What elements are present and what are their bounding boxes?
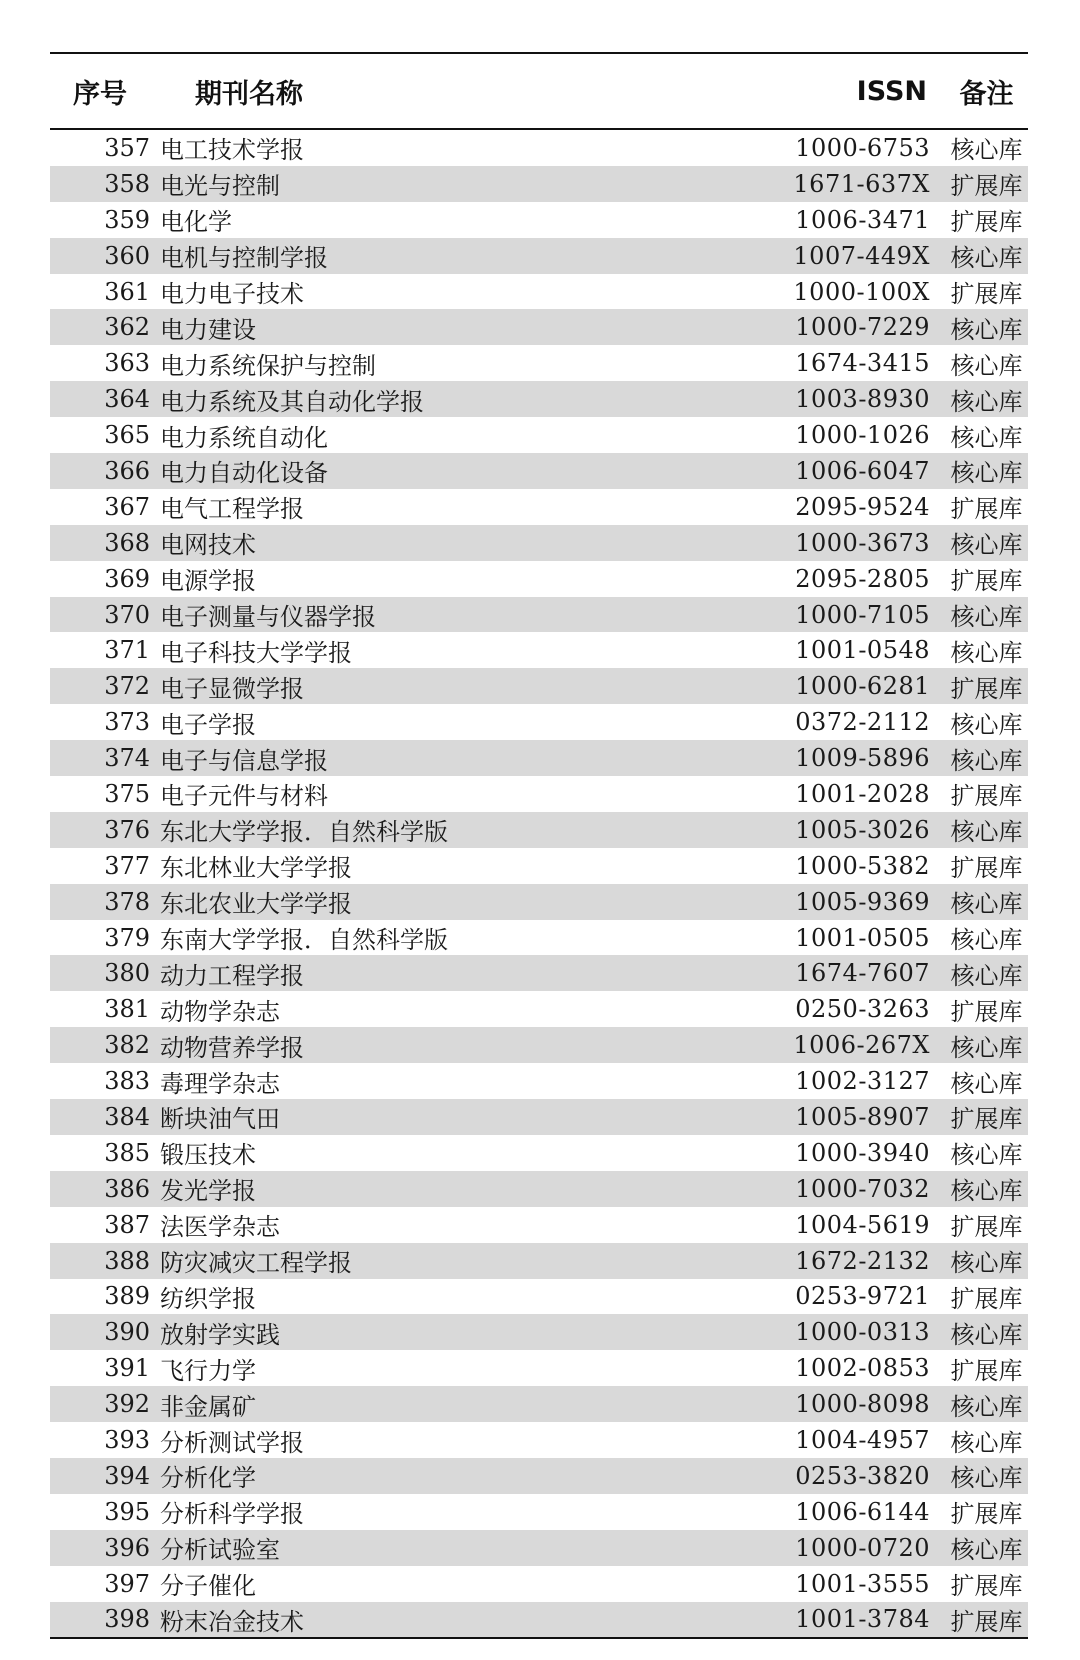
row-note: 核心库 — [950, 926, 1023, 955]
table-row — [50, 1099, 1028, 1135]
table-row — [50, 776, 1028, 812]
row-issn: 1000-6753 — [795, 133, 930, 162]
table-row — [50, 417, 1028, 453]
row-journal-name: 防灾减灾工程学报 — [160, 1249, 352, 1278]
row-seq-value: 395 — [104, 1497, 150, 1526]
row-journal-name: 电源学报 — [160, 567, 256, 596]
row-note: 核心库 — [950, 423, 1023, 452]
row-journal-name: 分子催化 — [160, 1572, 256, 1601]
row-seq-value: 378 — [104, 887, 150, 916]
row-journal-name: 东北林业大学学报 — [160, 854, 352, 883]
row-seq-value: 381 — [104, 995, 150, 1024]
table-row — [50, 453, 1028, 489]
row-seq — [50, 313, 150, 341]
row-seq — [50, 1318, 150, 1346]
table-row — [50, 1458, 1028, 1494]
row-journal-name: 电力自动化设备 — [160, 459, 328, 488]
row-note: 核心库 — [950, 1033, 1023, 1062]
row-journal-name: 东北农业大学学报 — [160, 890, 352, 919]
row-note: 核心库 — [950, 710, 1023, 739]
table-row — [50, 704, 1028, 740]
row-journal-name: 电力系统自动化 — [160, 423, 328, 452]
table-row — [50, 1530, 1028, 1566]
row-note: 核心库 — [950, 1464, 1023, 1493]
row-journal-name: 分析化学 — [160, 1464, 256, 1493]
row-note: 扩展库 — [950, 1105, 1023, 1134]
row-seq — [50, 1390, 150, 1418]
table-row — [50, 1386, 1028, 1422]
row-seq-value: 362 — [104, 313, 150, 342]
row-journal-name: 锻压技术 — [160, 1141, 256, 1170]
row-issn: 1003-8930 — [795, 385, 930, 414]
row-issn: 1000-5382 — [795, 851, 930, 880]
row-note: 核心库 — [950, 459, 1023, 488]
row-seq-value: 392 — [104, 1390, 150, 1419]
table-row — [50, 166, 1028, 202]
row-issn: 0253-3820 — [795, 1461, 930, 1490]
row-journal-name: 动力工程学报 — [160, 961, 304, 990]
table-row — [50, 884, 1028, 920]
row-seq — [50, 1067, 150, 1095]
table-row — [50, 1602, 1028, 1638]
row-journal-name: 电力系统及其自动化学报 — [160, 387, 424, 416]
row-seq — [50, 421, 150, 449]
row-issn: 1000-100X — [793, 277, 930, 306]
table-row — [50, 1171, 1028, 1207]
row-note: 扩展库 — [950, 1500, 1023, 1529]
row-journal-name: 电工技术学报 — [160, 136, 304, 165]
table-row — [50, 668, 1028, 704]
row-note: 核心库 — [950, 1428, 1023, 1457]
row-issn: 1000-6281 — [795, 672, 930, 701]
row-seq-value: 388 — [104, 1246, 150, 1275]
row-note: 扩展库 — [950, 674, 1023, 703]
row-seq — [50, 1103, 150, 1131]
row-seq — [50, 1282, 150, 1310]
row-note: 扩展库 — [950, 495, 1023, 524]
table-row — [50, 1422, 1028, 1458]
row-seq — [50, 278, 150, 306]
table-row — [50, 920, 1028, 956]
row-seq-value: 374 — [104, 744, 150, 773]
table-row — [50, 1027, 1028, 1063]
table-row — [50, 1207, 1028, 1243]
row-issn: 1000-7229 — [795, 313, 930, 342]
row-seq — [50, 852, 150, 880]
row-issn: 1006-6047 — [795, 456, 930, 485]
row-issn: 0250-3263 — [795, 995, 930, 1024]
row-seq-value: 373 — [104, 708, 150, 737]
row-issn: 1001-3784 — [795, 1605, 930, 1634]
row-journal-name: 电子测量与仪器学报 — [160, 603, 376, 632]
row-note: 扩展库 — [950, 280, 1023, 308]
row-issn: 1007-449X — [793, 241, 930, 270]
row-seq — [50, 816, 150, 844]
row-issn: 1004-5619 — [795, 1210, 930, 1239]
table-row — [50, 812, 1028, 848]
row-seq-value: 384 — [104, 1102, 150, 1131]
row-issn: 1000-7105 — [795, 600, 930, 629]
row-issn: 1000-0720 — [795, 1533, 930, 1562]
row-note: 核心库 — [950, 1177, 1023, 1206]
row-seq-value: 370 — [104, 600, 150, 629]
row-seq — [50, 134, 150, 162]
row-journal-name: 东南大学学报．自然科学版 — [160, 926, 448, 955]
row-seq — [50, 1462, 150, 1490]
row-seq-value: 372 — [104, 672, 150, 701]
row-seq-value: 397 — [104, 1569, 150, 1598]
table-bottom-rule — [50, 1637, 1028, 1639]
table-row — [50, 381, 1028, 417]
row-note: 扩展库 — [950, 567, 1023, 596]
table-row — [50, 238, 1028, 274]
row-seq-value: 387 — [104, 1210, 150, 1239]
row-seq-value: 357 — [104, 133, 150, 162]
row-seq-value: 398 — [104, 1605, 150, 1634]
row-journal-name: 电光与控制 — [160, 172, 280, 201]
row-note: 扩展库 — [950, 1572, 1023, 1601]
row-journal-name: 发光学报 — [160, 1177, 256, 1206]
row-seq — [50, 1498, 150, 1526]
row-journal-name: 电力系统保护与控制 — [160, 351, 376, 380]
row-seq-value: 382 — [104, 1031, 150, 1060]
row-journal-name: 动物学杂志 — [160, 997, 280, 1026]
table-row — [50, 1063, 1028, 1099]
row-journal-name: 分析测试学报 — [160, 1428, 304, 1457]
table-row — [50, 274, 1028, 310]
row-seq — [50, 1175, 150, 1203]
row-seq-value: 369 — [104, 564, 150, 593]
header-note: 备注 — [959, 78, 1014, 110]
row-issn: 1674-3415 — [795, 349, 930, 378]
row-seq-value: 386 — [104, 1174, 150, 1203]
table-row — [50, 597, 1028, 633]
row-issn: 1002-3127 — [795, 1067, 930, 1096]
row-note: 核心库 — [950, 638, 1023, 667]
table-row — [50, 955, 1028, 991]
table-row — [50, 991, 1028, 1027]
table-row — [50, 345, 1028, 381]
header-seq: 序号 — [73, 78, 127, 110]
row-issn: 1674-7607 — [795, 959, 930, 988]
row-issn: 1001-3555 — [795, 1569, 930, 1598]
row-journal-name: 粉末冶金技术 — [160, 1607, 304, 1636]
row-seq — [50, 959, 150, 987]
row-issn: 1000-3673 — [795, 528, 930, 557]
row-journal-name: 放射学实践 — [160, 1320, 280, 1349]
row-seq — [50, 170, 150, 198]
row-note: 扩展库 — [950, 997, 1023, 1026]
row-issn: 1005-3026 — [795, 815, 930, 844]
row-seq — [50, 1605, 150, 1633]
table-row — [50, 202, 1028, 238]
row-journal-name: 东北大学学报．自然科学版 — [160, 818, 448, 847]
table-row — [50, 309, 1028, 345]
row-journal-name: 电力电子技术 — [160, 280, 304, 308]
row-note: 核心库 — [950, 1320, 1023, 1349]
row-issn: 1001-2028 — [795, 779, 930, 808]
row-seq — [50, 1139, 150, 1167]
row-issn: 1005-9369 — [795, 887, 930, 916]
row-seq-value: 368 — [104, 528, 150, 557]
row-seq — [50, 708, 150, 736]
row-seq — [50, 349, 150, 377]
header-issn: ISSN — [856, 75, 927, 107]
row-note: 核心库 — [950, 961, 1023, 990]
row-issn: 1000-3940 — [795, 1138, 930, 1167]
row-seq — [50, 888, 150, 916]
row-seq — [50, 1211, 150, 1239]
row-issn: 1006-6144 — [795, 1497, 930, 1526]
row-seq — [50, 242, 150, 270]
row-journal-name: 法医学杂志 — [160, 1213, 280, 1242]
row-issn: 1000-8098 — [795, 1390, 930, 1419]
row-seq-value: 358 — [104, 169, 150, 198]
row-seq — [50, 672, 150, 700]
row-journal-name: 电化学 — [160, 208, 232, 237]
row-seq-value: 383 — [104, 1067, 150, 1096]
row-seq-value: 366 — [104, 456, 150, 485]
row-note: 核心库 — [950, 1536, 1023, 1565]
row-issn: 1004-4957 — [795, 1426, 930, 1454]
row-journal-name: 断块油气田 — [160, 1105, 280, 1134]
row-seq — [50, 636, 150, 664]
row-journal-name: 电子学报 — [160, 710, 256, 739]
row-seq-value: 361 — [104, 277, 150, 306]
row-seq-value: 365 — [104, 421, 150, 450]
journal-table — [50, 52, 1028, 1639]
row-note: 核心库 — [950, 1069, 1023, 1098]
table-header — [50, 54, 1028, 130]
row-note: 核心库 — [950, 244, 1023, 273]
row-note: 核心库 — [950, 315, 1023, 344]
row-issn: 1001-0548 — [795, 636, 930, 665]
row-note: 核心库 — [950, 746, 1023, 775]
table-row — [50, 525, 1028, 561]
row-seq-value: 363 — [104, 349, 150, 378]
row-journal-name: 飞行力学 — [160, 1356, 256, 1385]
row-journal-name: 电子与信息学报 — [160, 746, 328, 775]
row-note: 核心库 — [950, 531, 1023, 560]
row-note: 核心库 — [950, 603, 1023, 632]
row-seq — [50, 206, 150, 234]
table-row — [50, 130, 1028, 166]
row-seq — [50, 1570, 150, 1598]
row-journal-name: 电机与控制学报 — [160, 244, 328, 273]
row-seq-value: 390 — [104, 1318, 150, 1347]
table-row — [50, 1350, 1028, 1386]
table-row — [50, 1243, 1028, 1279]
table-row — [50, 1314, 1028, 1350]
table-row — [50, 489, 1028, 525]
table-row — [50, 848, 1028, 884]
row-seq-value: 377 — [104, 851, 150, 880]
row-journal-name: 电力建设 — [160, 315, 256, 344]
row-journal-name: 动物营养学报 — [160, 1033, 304, 1062]
row-seq — [50, 565, 150, 593]
row-seq-value: 391 — [104, 1354, 150, 1383]
row-note: 核心库 — [950, 1249, 1023, 1278]
row-issn: 1672-2132 — [795, 1246, 930, 1275]
row-seq — [50, 493, 150, 521]
row-note: 核心库 — [950, 136, 1023, 165]
row-note: 核心库 — [950, 1392, 1023, 1421]
row-seq-value: 359 — [104, 205, 150, 234]
row-note: 扩展库 — [950, 1213, 1023, 1242]
row-seq — [50, 1354, 150, 1382]
row-seq — [50, 1031, 150, 1059]
row-journal-name: 纺织学报 — [160, 1284, 256, 1313]
row-journal-name: 电气工程学报 — [160, 495, 304, 524]
row-seq — [50, 780, 150, 808]
row-seq — [50, 1534, 150, 1562]
row-issn: 1006-3471 — [795, 205, 930, 234]
row-journal-name: 电子显微学报 — [160, 674, 304, 703]
table-row — [50, 632, 1028, 668]
row-journal-name: 非金属矿 — [160, 1392, 256, 1421]
row-issn: 1000-1026 — [795, 421, 930, 450]
row-note: 扩展库 — [950, 854, 1023, 883]
row-note: 核心库 — [950, 1141, 1023, 1170]
row-note: 扩展库 — [950, 782, 1023, 811]
row-seq — [50, 385, 150, 413]
row-seq — [50, 744, 150, 772]
row-note: 扩展库 — [950, 1356, 1023, 1385]
row-issn: 1671-637X — [793, 169, 930, 198]
row-note: 核心库 — [950, 351, 1023, 380]
row-note: 扩展库 — [950, 172, 1023, 201]
table-row — [50, 1279, 1028, 1315]
row-journal-name: 电子元件与材料 — [160, 782, 328, 811]
row-seq-value: 389 — [104, 1282, 150, 1311]
row-seq-value: 360 — [104, 241, 150, 270]
row-note: 扩展库 — [950, 1284, 1023, 1313]
row-journal-name: 毒理学杂志 — [160, 1069, 280, 1098]
row-issn: 1001-0505 — [795, 923, 930, 952]
table-row — [50, 561, 1028, 597]
header-journal-name: 期刊名称 — [195, 78, 303, 110]
row-note: 扩展库 — [950, 1607, 1023, 1636]
row-seq — [50, 529, 150, 557]
row-journal-name: 电子科技大学学报 — [160, 638, 352, 667]
row-seq-value: 385 — [104, 1138, 150, 1167]
row-seq — [50, 995, 150, 1023]
row-issn: 1000-0313 — [795, 1318, 930, 1347]
table-row — [50, 1494, 1028, 1530]
row-seq-value: 379 — [104, 923, 150, 952]
row-journal-name: 电网技术 — [160, 531, 256, 560]
row-journal-name: 分析试验室 — [160, 1536, 280, 1565]
row-seq — [50, 457, 150, 485]
row-seq-value: 375 — [104, 779, 150, 808]
row-note: 核心库 — [950, 818, 1023, 847]
row-seq-value: 393 — [104, 1426, 150, 1454]
table-body — [50, 130, 1028, 1637]
row-seq-value: 380 — [104, 959, 150, 988]
table-row — [50, 740, 1028, 776]
table-row — [50, 1566, 1028, 1602]
row-note: 核心库 — [950, 387, 1023, 416]
row-issn: 2095-2805 — [795, 564, 930, 593]
row-issn: 1002-0853 — [795, 1354, 930, 1383]
row-seq — [50, 1247, 150, 1275]
row-issn: 1000-7032 — [795, 1174, 930, 1203]
row-seq — [50, 601, 150, 629]
row-note: 扩展库 — [950, 208, 1023, 237]
row-seq-value: 394 — [104, 1461, 150, 1490]
table-row — [50, 1135, 1028, 1171]
row-journal-name: 分析科学学报 — [160, 1500, 304, 1529]
row-seq-value: 364 — [104, 385, 150, 414]
row-seq-value: 367 — [104, 492, 150, 521]
row-issn: 1009-5896 — [795, 744, 930, 773]
row-seq-value: 371 — [104, 636, 150, 665]
row-seq — [50, 1426, 150, 1454]
row-note: 核心库 — [950, 890, 1023, 919]
row-issn: 2095-9524 — [795, 492, 930, 521]
row-issn: 1005-8907 — [795, 1102, 930, 1131]
row-issn: 0372-2112 — [795, 708, 930, 737]
row-seq-value: 396 — [104, 1533, 150, 1562]
row-issn: 0253-9721 — [795, 1282, 930, 1311]
row-seq-value: 376 — [104, 815, 150, 844]
row-seq — [50, 924, 150, 952]
row-issn: 1006-267X — [793, 1031, 930, 1060]
